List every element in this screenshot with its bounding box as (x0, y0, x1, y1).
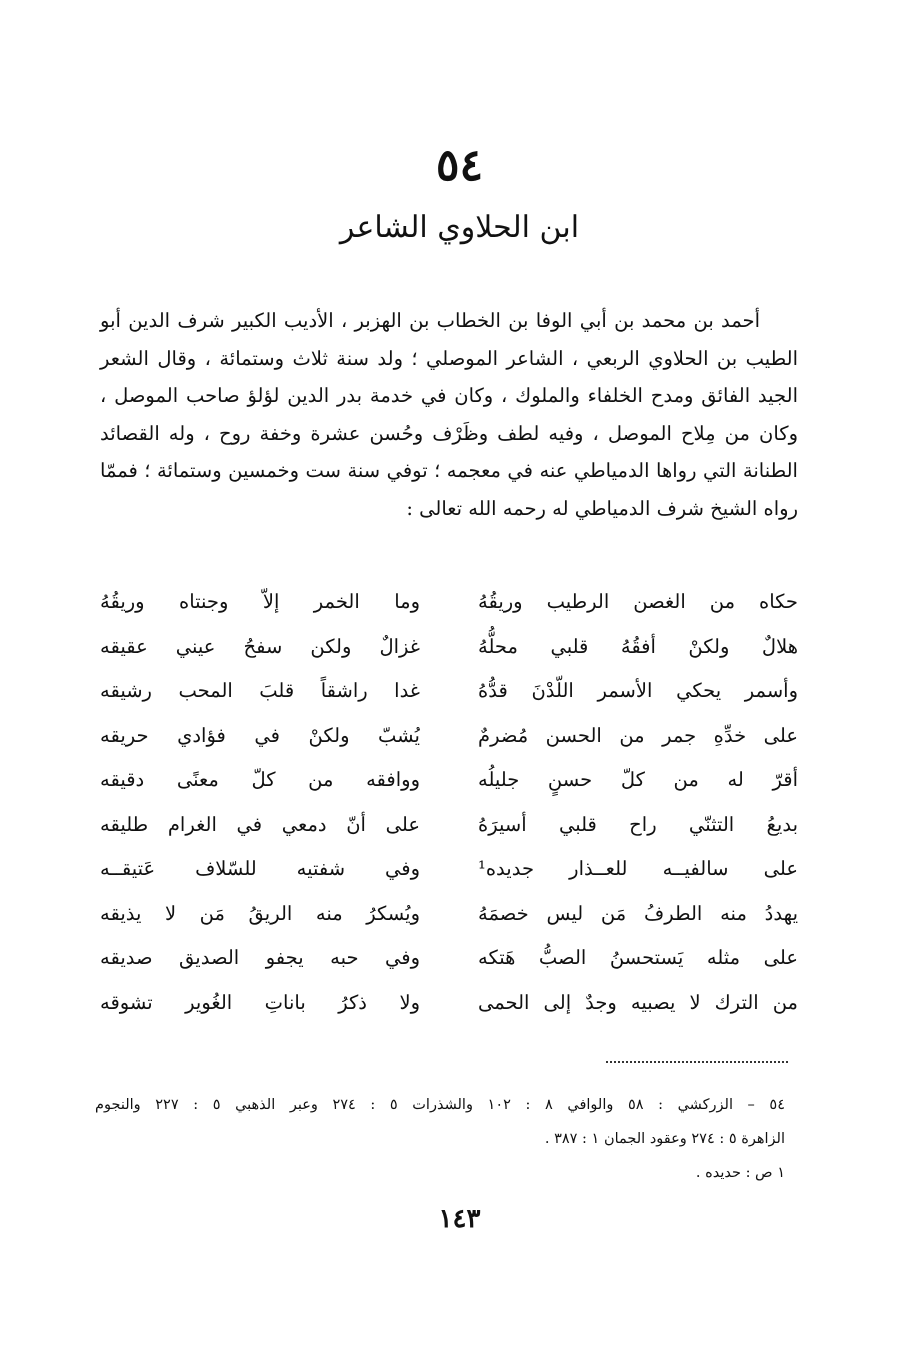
footnote-separator (606, 1061, 788, 1063)
poem-verse (100, 847, 798, 892)
poem-verse (100, 714, 798, 759)
footnotes (95, 1088, 785, 1190)
poem (100, 580, 798, 1025)
biography-line: وخفة روح ، وله القصائد الطنانة التي رواها الدمياطي عنه في معجمه ؛ توفي سنة (100, 421, 798, 482)
verse-first-hemistich: هلالٌ ولكنْ أفقُهُ قلبي محلُّهُ (478, 634, 798, 658)
verse-second-hemistich: ويُسكرُ منه الريقُ مَن لا يذيقه (100, 901, 420, 925)
verse-first-hemistich: حكاه من الغصن الرطيب وريقُهُ (478, 590, 798, 613)
biography-line: ست وخمسين وستمائة ؛ فممّا رواه الشيخ شرف الدمياطي له رحمه الله تعالى : (100, 459, 798, 520)
verse-second-hemistich: يُشبّ ولكنْ في فؤادي حريقه (100, 723, 420, 747)
poem-verse (100, 580, 798, 625)
page-number: ١٤٣ (438, 1204, 481, 1234)
footnote-sources-line: ٥٤ – الزركشي : ٥٨ والوافي ٨ : ١٠٢ والشذرات ٥ : ٢٧٤ وعبر الذهبي ٥ : ٢٢٧ والنجوم (95, 1097, 785, 1113)
verse-second-hemistich: على أنّ دمعي في الغرام طليقه (100, 812, 420, 836)
footnote-sources-line: الزاهرة ٥ : ٢٧٤ وعقود الجمان ١ : ٣٨٧ . (544, 1131, 785, 1147)
verse-second-hemistich: وفي حبه يجفو الصديق صديقه (100, 946, 420, 969)
verse-first-hemistich: من الترك لا يصبيه وجدٌ إلى الحمى (478, 990, 798, 1014)
verse-second-hemistich: ووافقه من كلّ معنًى دقيقه (100, 768, 420, 791)
poem-verse (100, 936, 798, 981)
verse-first-hemistich: بديعُ التثنّي راح قلبي أسيرَهُ (478, 812, 798, 836)
verse-second-hemistich: وفي شفتيه للسّلاف عَتيقــه (100, 857, 420, 880)
verse-second-hemistich: وما الخمر إلاّ وجنتاه وريقُهُ (100, 590, 420, 613)
verse-second-hemistich: غزالٌ ولكن سفحُ عيني عقيقه (100, 634, 420, 658)
verse-first-hemistich: وأسمر يحكي الأسمر اللّدْنَ قدُّهُ (478, 679, 798, 702)
poem-verse (100, 803, 798, 848)
verse-first-hemistich: على سالفيــه للعــذار جديده¹ (478, 857, 798, 880)
biography-paragraph (100, 302, 798, 527)
poem-verse (100, 625, 798, 670)
entry-title: ابن الحلاوي الشاعر (339, 210, 580, 245)
biography-line: الدين أبو الطيب بن الحلاوي الربعي ، الشاعر الموصلي ؛ ولد سنة ثلاث وستمائة ، (100, 309, 798, 370)
poem-verse (100, 981, 798, 1026)
verse-first-hemistich: على مثله يَستحسنُ الصبُّ هَتكه (478, 946, 798, 969)
biography-line: وقال الشعر الجيد الفائق ومدح الخلفاء والملوك ، وكان في خدمة بدر الدين لؤلؤ (100, 346, 798, 407)
biography-line: صاحب الموصل ، وكان من مِلاح الموصل ، وفيه لطف وظَرْف وحُسن عشرة (100, 384, 798, 445)
verse-first-hemistich: يهددُ منه الطرفُ مَن ليس خصمَهُ (478, 901, 798, 925)
poem-verse (100, 892, 798, 937)
poem-verse (100, 669, 798, 714)
biography-line: أحمد بن محمد بن أبي الوفا بن الخطاب بن الهزبر ، الأديب الكبير شرف (177, 309, 761, 332)
verse-first-hemistich: أقرّ له من كلّ حسنٍ جليلُه (478, 768, 798, 791)
poem-verse (100, 758, 798, 803)
entry-number: ٥٤ (435, 140, 484, 191)
verse-second-hemistich: غدا راشقاً قلبَ المحب رشيقه (100, 679, 420, 702)
footnote-variant-reading: ١ ص : حديده . (695, 1165, 785, 1181)
verse-first-hemistich: على خدِّهِ جمر من الحسن مُضرمٌ (478, 723, 798, 747)
verse-second-hemistich: ولا ذكرُ باناتِ الغُوير تشوقه (100, 990, 420, 1014)
